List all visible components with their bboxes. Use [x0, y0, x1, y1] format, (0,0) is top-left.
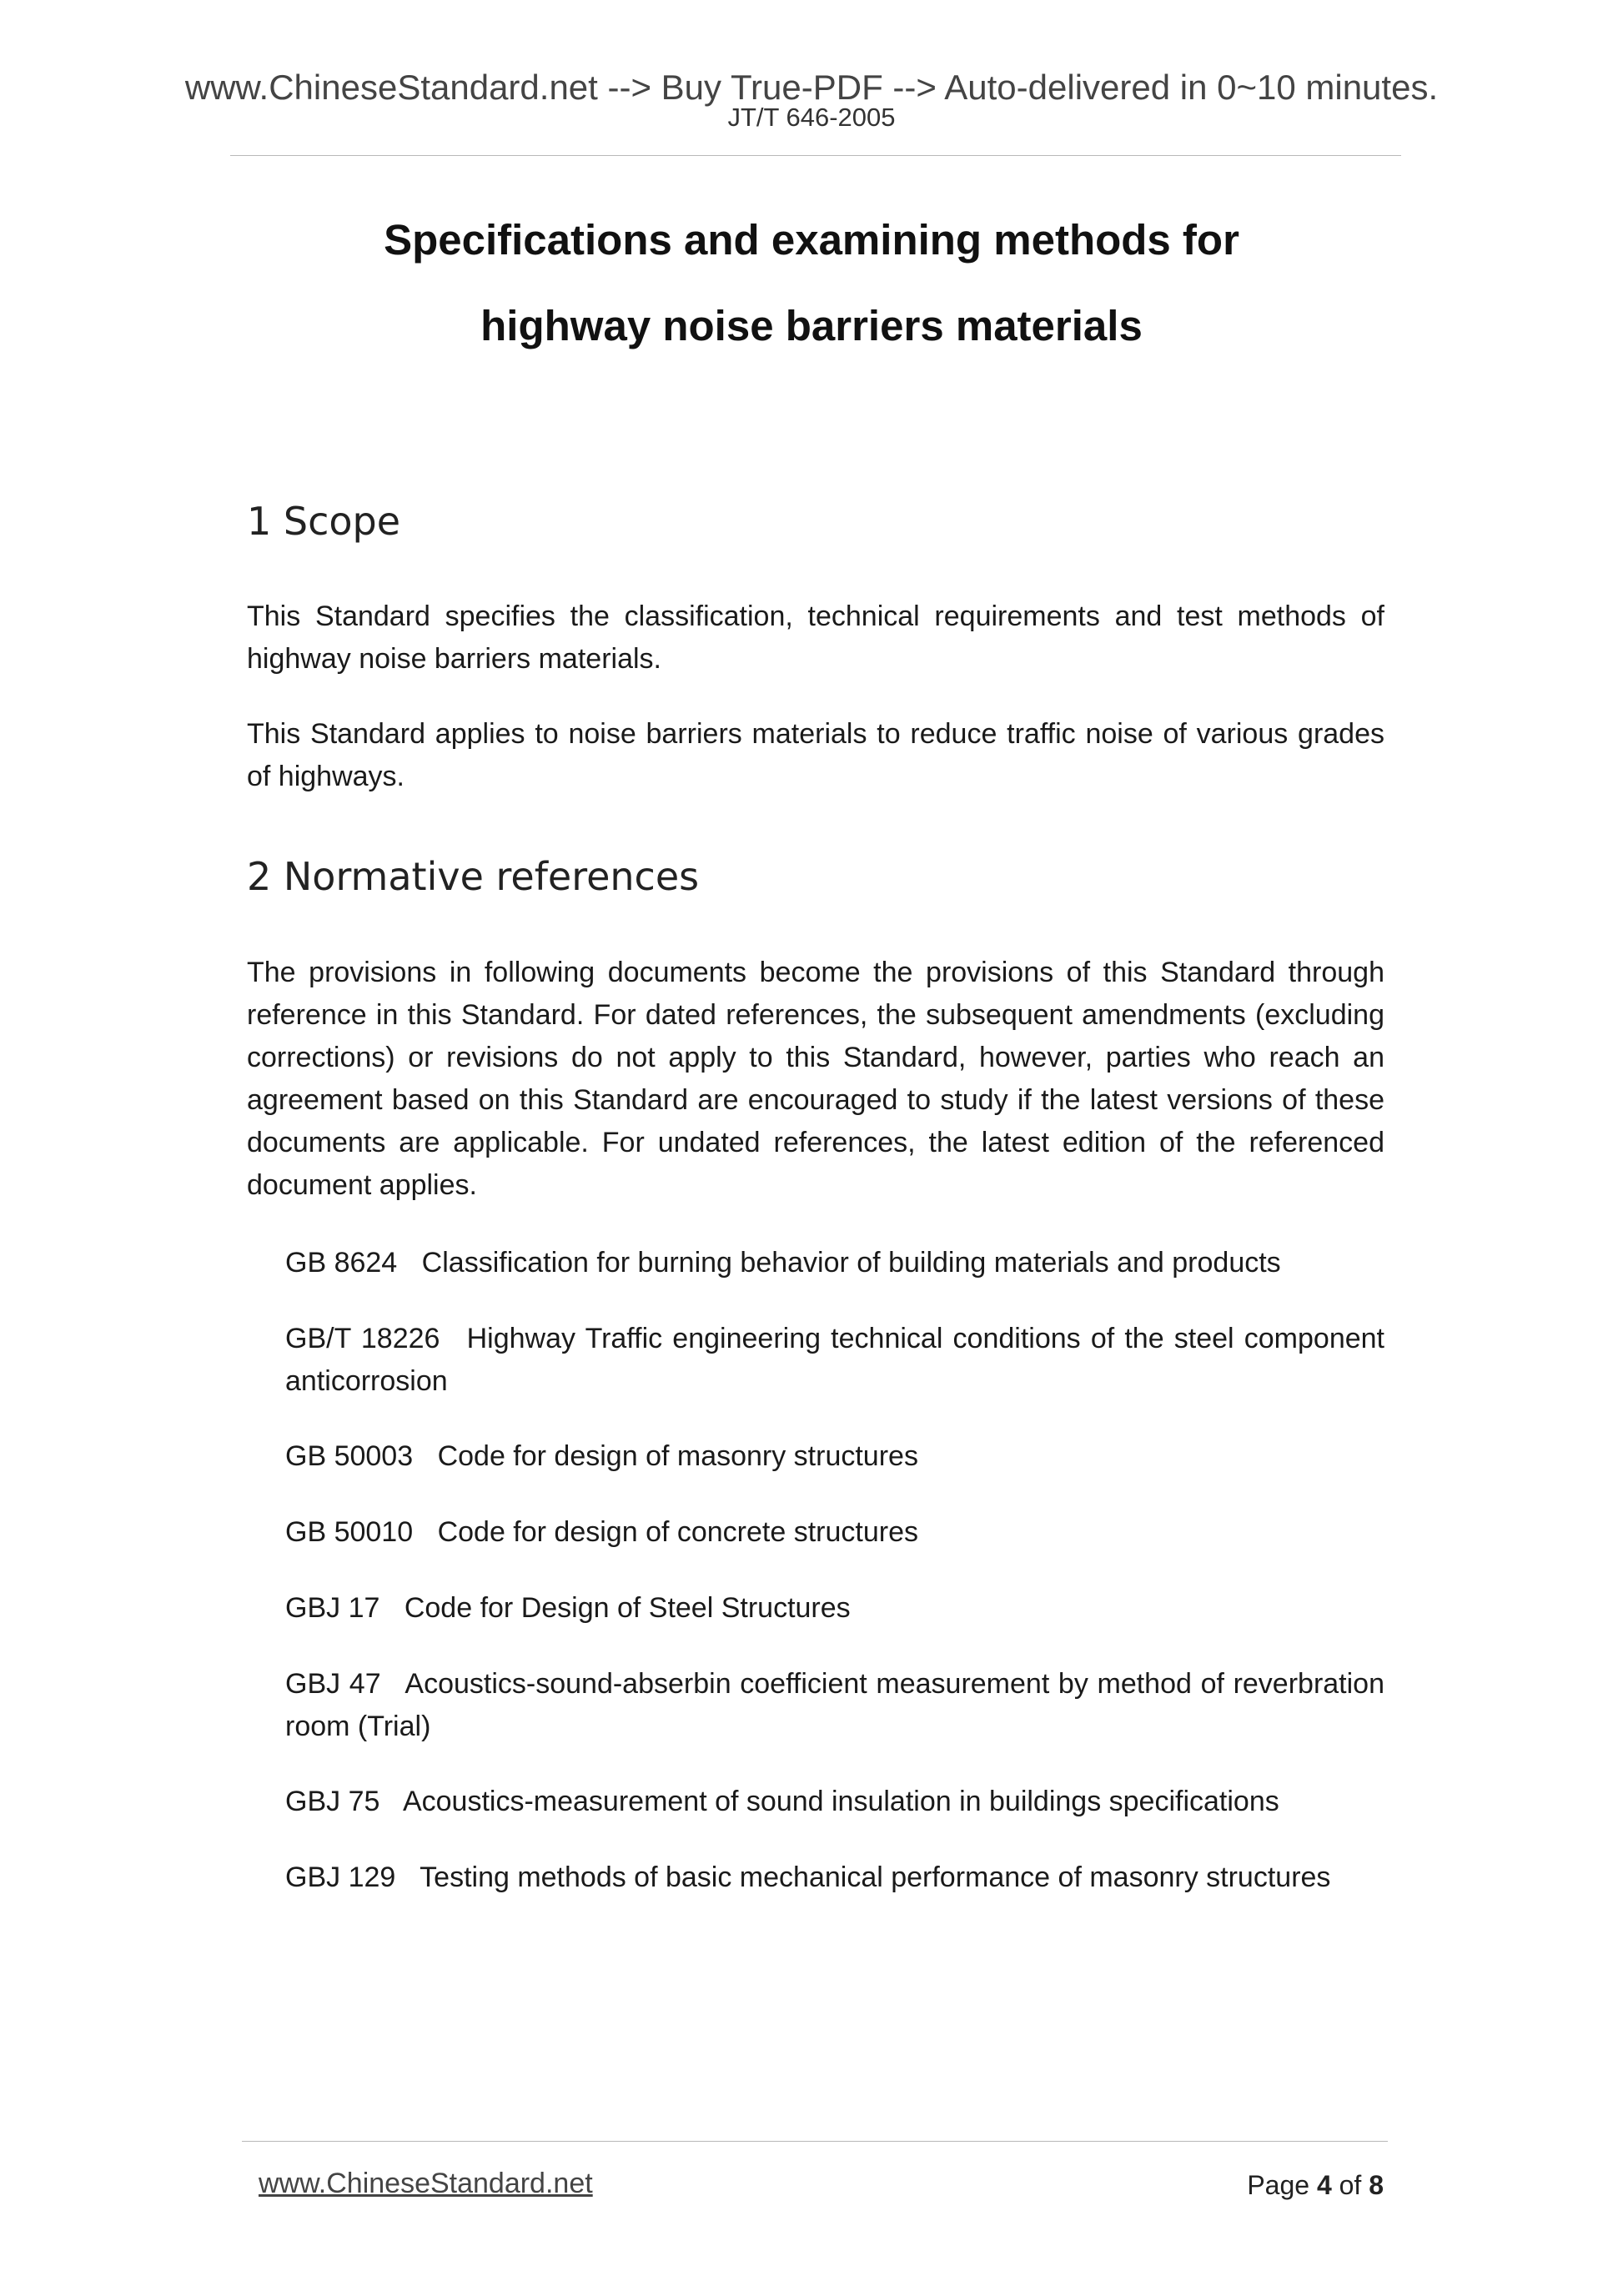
reference-code: GB 50003: [285, 1440, 414, 1472]
document-title-line-2: highway noise barriers materials: [480, 302, 1143, 349]
section-heading-normative-references: 2 Normative references: [247, 854, 700, 899]
reference-title: Highway Traffic engineering technical conditions of the steel component anticorrosion: [285, 1323, 1384, 1397]
reference-code: GB 8624: [285, 1247, 398, 1279]
footer-divider: [242, 2141, 1388, 2142]
page-of-label: of: [1339, 2170, 1362, 2200]
reference-code: GBJ 47: [285, 1668, 381, 1700]
document-title-line-1: Specifications and examining methods for: [384, 216, 1239, 264]
reference-title: Classification for burning behavior of building materials and products: [421, 1247, 1281, 1279]
reference-item: [285, 1318, 1384, 1403]
current-page-number: 4: [1316, 2170, 1332, 2200]
reference-item: [285, 1663, 1384, 1748]
normative-intro-paragraph: The provisions in following documents become the provisions of this Standard through reference in this Standard. For dated references, the subsequent amendments (excluding corrections) or revisions do not apply to this Standard, however, parties who reach an agreement based on this Standard are encouraged to study if the latest versions of these documents are applicable. For undated references, the latest edition of the referenced document applies.: [247, 957, 1384, 1201]
reference-code: GB/T 18226: [285, 1323, 440, 1354]
scope-paragraph-1: This Standard specifies the classification, technical requirements and test methods of highway noise barriers materials.: [247, 600, 1384, 675]
reference-code: GBJ 129: [285, 1861, 396, 1893]
reference-title: Acoustics-measurement of sound insulation in buildings specifications: [402, 1786, 1279, 1817]
reference-item: [285, 1856, 1384, 1899]
reference-code: GBJ 75: [285, 1786, 380, 1817]
reference-title: Acoustics-sound-abserbin coefficient measurement by method of reverbration room (Trial): [285, 1668, 1385, 1742]
page-label: Page: [1247, 2170, 1310, 2200]
site-banner: www.ChineseStandard.net --> Buy True-PDF --> Auto-delivered in 0~10 minutes.: [184, 68, 1439, 107]
reference-title: Code for design of masonry structures: [437, 1440, 918, 1472]
reference-item: [285, 1511, 1384, 1554]
section-heading-scope: 1 Scope: [247, 499, 401, 544]
reference-item: [285, 1242, 1384, 1284]
reference-code: GBJ 17: [285, 1592, 380, 1624]
footer-website-link[interactable]: www.ChineseStandard.net: [259, 2168, 593, 2199]
scope-paragraph-2: This Standard applies to noise barriers materials to reduce traffic noise of various grades of highways.: [247, 718, 1384, 792]
reference-item: [285, 1587, 1384, 1630]
page-indicator: [1247, 2168, 1384, 2202]
document-number: JT/T 646-2005: [727, 103, 896, 132]
reference-title: Code for Design of Steel Structures: [404, 1592, 851, 1624]
reference-item: [285, 1435, 1384, 1478]
header-divider: [230, 155, 1401, 156]
reference-title: Code for design of concrete structures: [437, 1516, 918, 1548]
reference-title: Testing methods of basic mechanical performance of masonry structures: [420, 1861, 1331, 1893]
reference-item: [285, 1781, 1384, 1823]
reference-code: GB 50010: [285, 1516, 414, 1548]
total-page-count: 8: [1369, 2170, 1384, 2200]
